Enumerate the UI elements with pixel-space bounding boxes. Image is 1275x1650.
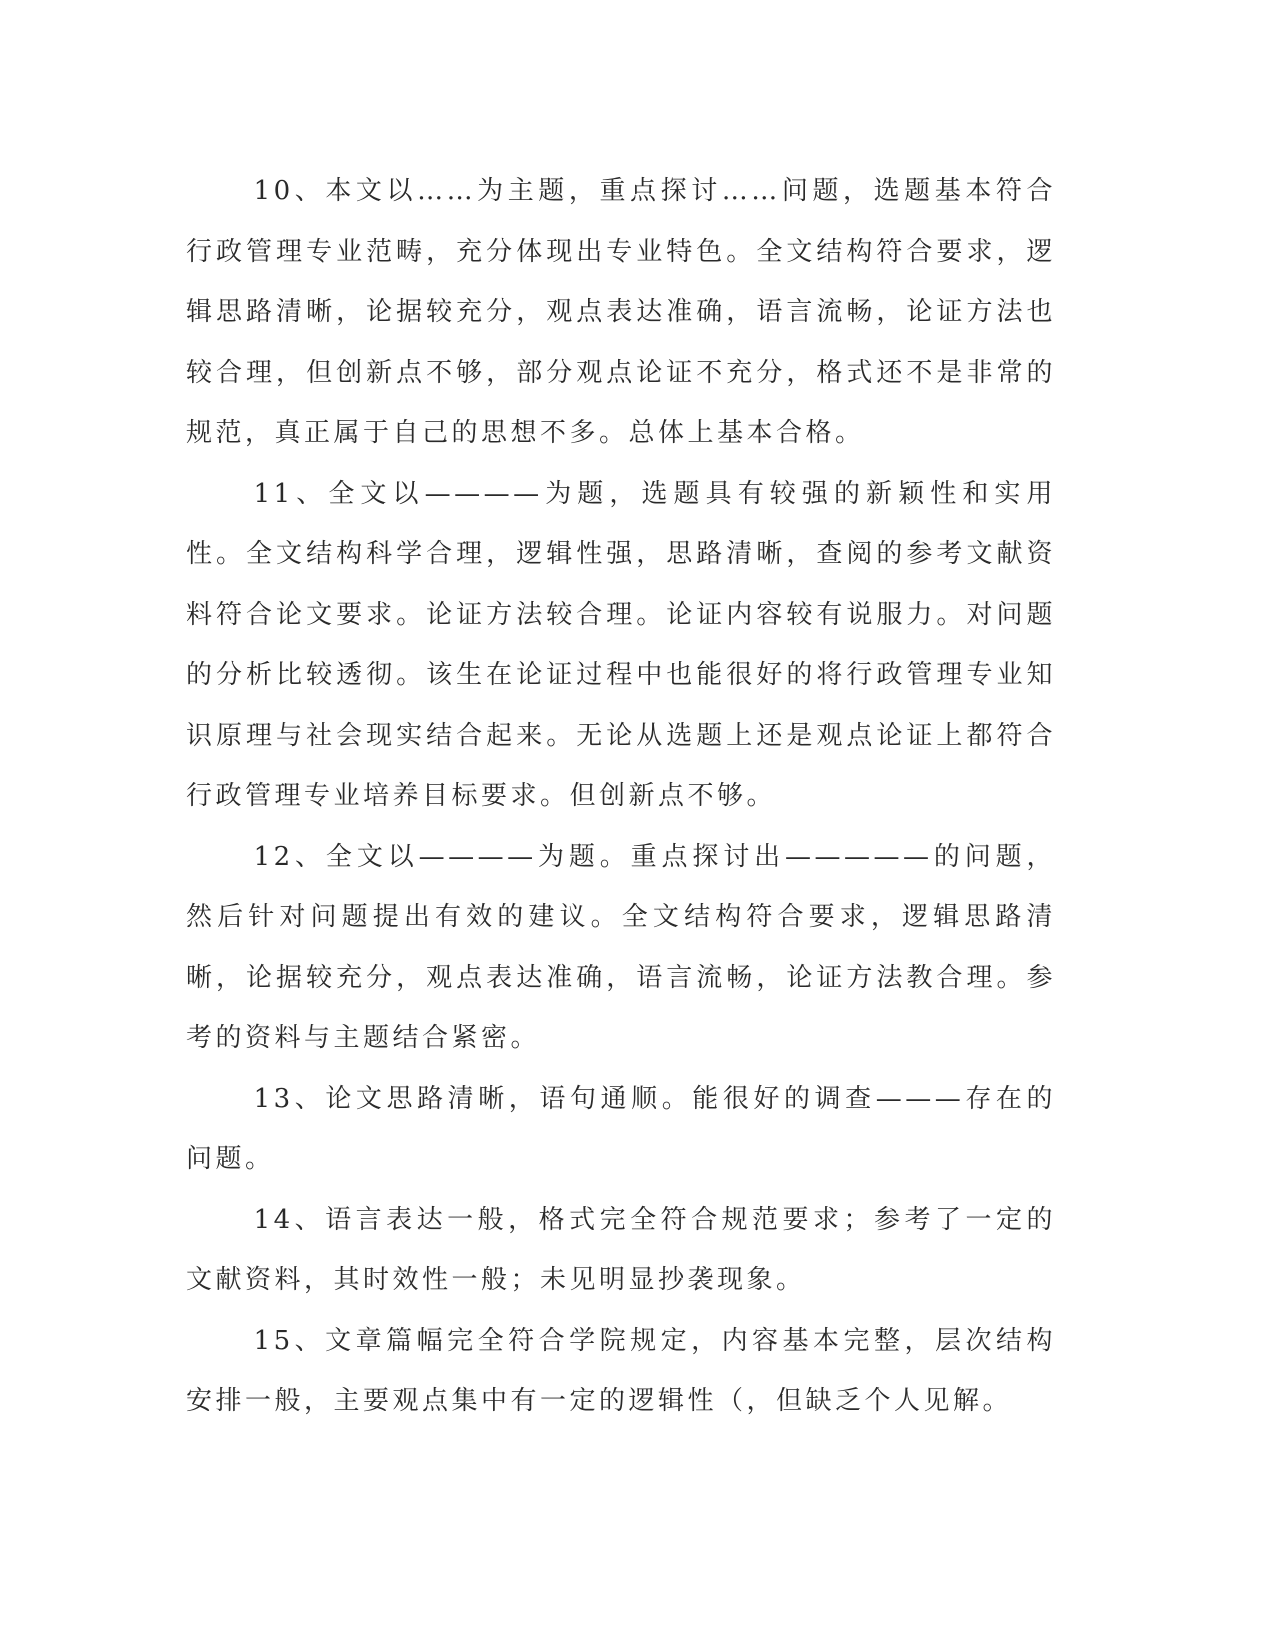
- paragraph-12: 12、全文以————为题。重点探讨出—————的问题，然后针对问题提出有效的建议。全文结构符合要求，逻辑思路清晰，论据较充分，观点表达准确，语言流畅，论证方法教合理。参考的资料与主题结合紧密。: [186, 841, 1056, 1053]
- paragraph-13: 13、论文思路清晰，语句通顺。能很好的调查———存在的问题。: [186, 1083, 1056, 1174]
- paragraph-15: 15、文章篇幅完全符合学院规定，内容基本完整，层次结构安排一般，主要观点集中有一定的逻辑性（，但缺乏个人见解。: [186, 1325, 1056, 1416]
- paragraph-14: 14、语言表达一般，格式完全符合规范要求；参考了一定的文献资料，其时效性一般；未见明显抄袭现象。: [186, 1204, 1056, 1295]
- document-body: [186, 161, 1056, 1432]
- paragraph-10: 10、本文以……为主题，重点探讨……问题，选题基本符合行政管理专业范畴，充分体现出专业特色。全文结构符合要求，逻辑思路清晰，论据较充分，观点表达准确，语言流畅，论证方法也较合理，但创新点不够，部分观点论证不充分，格式还不是非常的规范，真正属于自己的思想不多。总体上基本合格。: [186, 176, 1056, 448]
- paragraph-11: 11、全文以————为题，选题具有较强的新颖性和实用性。全文结构科学合理，逻辑性强，思路清晰，查阅的参考文献资料符合论文要求。论证方法较合理。论证内容较有说服力。对问题的分析比较透彻。该生在论证过程中也能很好的将行政管理专业知识原理与社会现实结合起来。无论从选题上还是观点论证上都符合行政管理专业培养目标要求。但创新点不够。: [186, 478, 1056, 811]
